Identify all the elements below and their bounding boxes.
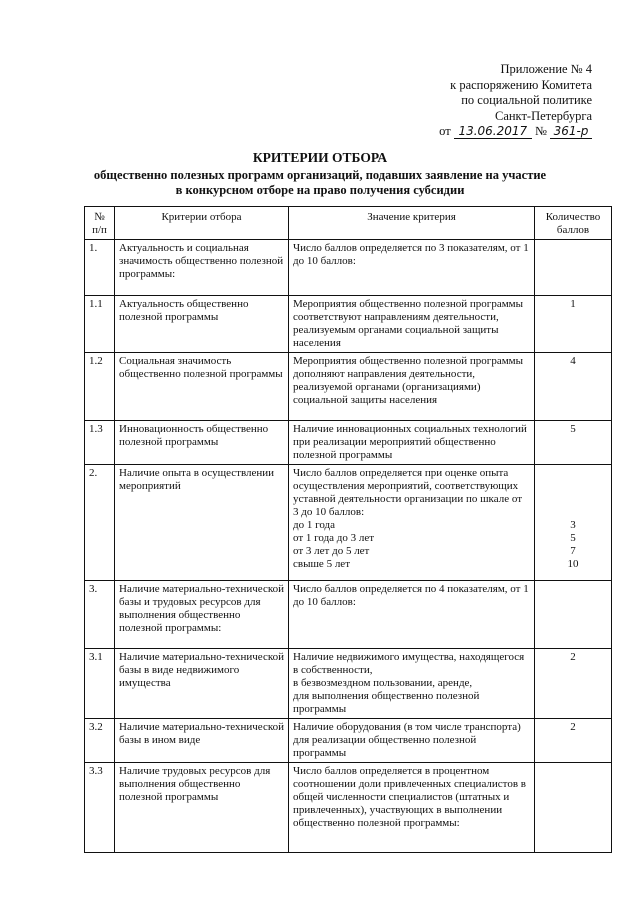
- value-line: Мероприятия общественно полезной программы соответствуют направлениям деятельности, реализуемым органами социальной защиты населения: [293, 298, 524, 349]
- appendix-block: [332, 62, 592, 140]
- table-row: [85, 581, 612, 649]
- title-sub: в конкурсном отборе на право получения субсидии: [175, 183, 465, 197]
- appendix-date-line: [332, 124, 592, 140]
- row-number: 1.1: [85, 296, 115, 353]
- points-spacer: [539, 480, 607, 493]
- table-row: [85, 465, 612, 581]
- handwritten-date: 13.06.2017: [454, 125, 532, 139]
- row-points: [535, 421, 612, 465]
- points-value: 2: [570, 651, 576, 663]
- row-number: 3.1: [85, 649, 115, 719]
- value-line: Наличие оборудования (в том числе транспорта) для реализации общественно полезной программы: [293, 721, 521, 759]
- points-value: 3: [570, 519, 576, 531]
- row-number: 1.3: [85, 421, 115, 465]
- points-value: 4: [570, 355, 576, 367]
- row-value: [289, 649, 535, 719]
- table-body: [85, 240, 612, 853]
- row-number: 3.3: [85, 763, 115, 853]
- points-value: 5: [570, 423, 576, 435]
- table-row: [85, 719, 612, 763]
- value-line: Число баллов определяется при оценке опыта осуществления мероприятий, соответствующих уставной деятельности организации по шкале от 3 до 10 баллов:: [293, 467, 522, 518]
- value-line: Мероприятия общественно полезной программы дополняют направления деятельности, реализуемой органами (организациями) социальной защиты населения: [293, 355, 524, 406]
- value-line: свыше 5 лет: [293, 558, 350, 570]
- row-value: [289, 421, 535, 465]
- table-row: [85, 240, 612, 296]
- value-line: Число баллов определяется по 4 показателям, от 1 до 10 баллов:: [293, 583, 529, 608]
- row-criterion: Наличие опыта в осуществлении мероприятий: [115, 465, 289, 581]
- row-points: [535, 296, 612, 353]
- header-num: № п/п: [85, 207, 115, 240]
- row-criterion: Наличие трудовых ресурсов для выполнения общественно полезной программы: [115, 763, 289, 853]
- table-row: [85, 763, 612, 853]
- row-criterion: Актуальность и социальная значимость общественно полезной программы:: [115, 240, 289, 296]
- handwritten-number: 361-р: [550, 125, 592, 139]
- from-label: от: [439, 124, 451, 138]
- header-value: Значение критерия: [289, 207, 535, 240]
- value-line: Число баллов определяется по 3 показателям, от 1 до 10 баллов:: [293, 242, 529, 267]
- row-points: [535, 465, 612, 581]
- row-number: 2.: [85, 465, 115, 581]
- value-line: Наличие недвижимого имущества, находящегося в собственности,: [293, 651, 525, 676]
- number-label: №: [534, 124, 547, 138]
- row-criterion: Инновационность общественно полезной программы: [115, 421, 289, 465]
- points-value: 5: [570, 532, 576, 544]
- value-line: от 1 года до 3 лет: [293, 532, 375, 544]
- row-value: [289, 581, 535, 649]
- row-number: 1.2: [85, 353, 115, 421]
- appendix-line: Санкт-Петербурга: [494, 108, 592, 123]
- document-title: [60, 150, 580, 198]
- title-sub: общественно полезных программ организаций, подавших заявление на участие: [93, 168, 547, 182]
- row-number: 3.2: [85, 719, 115, 763]
- row-value: [289, 763, 535, 853]
- row-points: [535, 240, 612, 296]
- header-points: Количество баллов: [535, 207, 612, 240]
- value-line: в безвозмездном пользовании, аренде,: [293, 677, 473, 689]
- row-points: [535, 581, 612, 649]
- row-criterion: Социальная значимость общественно полезной программы: [115, 353, 289, 421]
- row-value: [289, 719, 535, 763]
- row-points: [535, 763, 612, 853]
- value-line: для выполнения общественно полезной программы: [293, 690, 480, 715]
- points-value: 2: [570, 721, 576, 733]
- row-value: [289, 465, 535, 581]
- row-criterion: Наличие материально-технической базы в ином виде: [115, 719, 289, 763]
- row-number: 1.: [85, 240, 115, 296]
- points-value: 7: [570, 545, 576, 557]
- criteria-table: [84, 206, 612, 853]
- table-row: [85, 421, 612, 465]
- row-criterion: Актуальность общественно полезной программы: [115, 296, 289, 353]
- row-criterion: Наличие материально-технической базы в виде недвижимого имущества: [115, 649, 289, 719]
- points-spacer: [539, 467, 607, 480]
- row-number: 3.: [85, 581, 115, 649]
- row-points: [535, 719, 612, 763]
- header-criterion: Критерии отбора: [115, 207, 289, 240]
- title-main: КРИТЕРИИ ОТБОРА: [252, 150, 388, 165]
- row-value: [289, 353, 535, 421]
- table-header-row: [85, 207, 612, 240]
- appendix-line: по социальной политике: [461, 93, 592, 107]
- row-points: [535, 649, 612, 719]
- points-value: 10: [567, 558, 579, 570]
- value-line: Наличие инновационных социальных технологий при реализации мероприятий общественно полезной программы: [293, 423, 527, 461]
- appendix-line: к распоряжению Комитета: [450, 77, 592, 92]
- points-spacer: [539, 506, 607, 519]
- appendix-line: Приложение № 4: [500, 62, 592, 76]
- value-line: до 1 года: [293, 519, 335, 531]
- points-value: 1: [570, 298, 576, 310]
- value-line: от 3 лет до 5 лет: [293, 545, 370, 557]
- row-criterion: Наличие материально-технической базы и трудовых ресурсов для выполнения общественно полезной программы:: [115, 581, 289, 649]
- row-value: [289, 240, 535, 296]
- table-row: [85, 296, 612, 353]
- points-spacer: [539, 493, 607, 506]
- table-row: [85, 353, 612, 421]
- row-value: [289, 296, 535, 353]
- table-row: [85, 649, 612, 719]
- value-line: Число баллов определяется в процентном соотношении доли привлеченных специалистов в общей численности специалистов (штатных и привлеченных), участвующих в выполнении общественно полезной программы:: [293, 765, 526, 829]
- row-points: [535, 353, 612, 421]
